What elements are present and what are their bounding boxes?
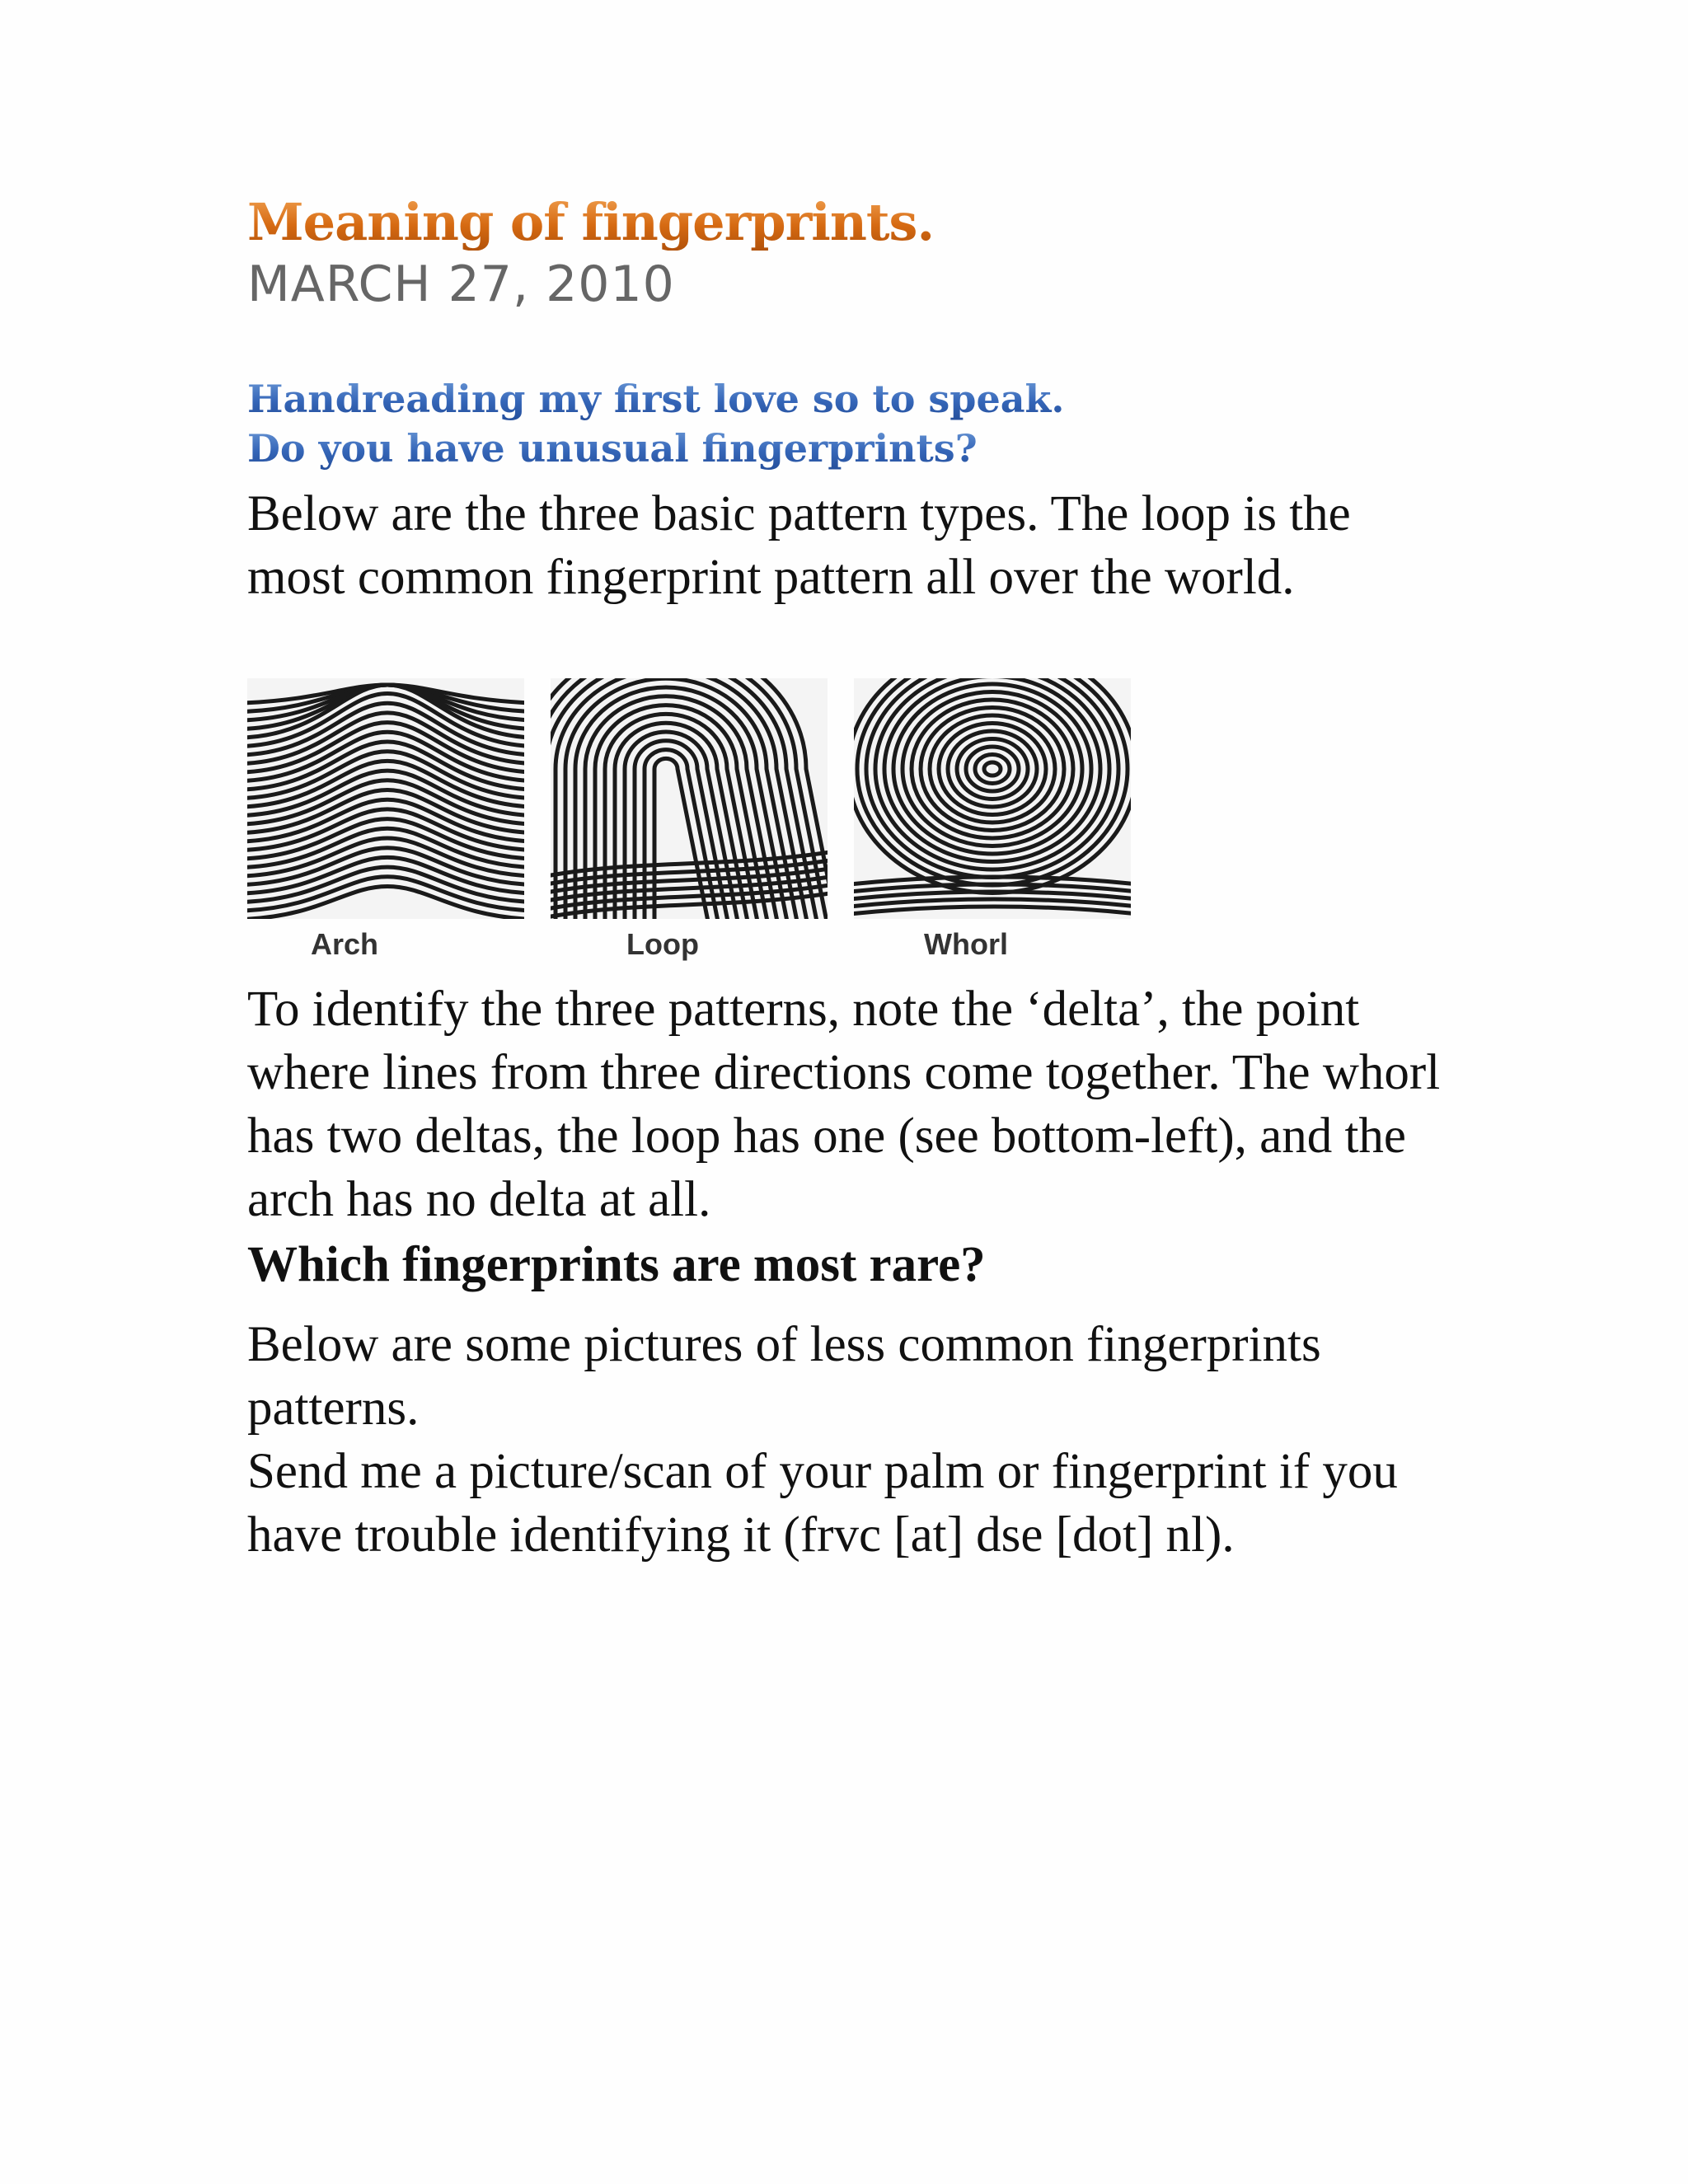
intro-paragraph: Below are the three basic pattern types. The loop is the most common fingerprint pattern all over the world.: [247, 486, 1351, 605]
rare-paragraph: Below are some pictures of less common fingerprints patterns.: [247, 1317, 1321, 1436]
post-date: MARCH 27, 2010: [247, 255, 675, 313]
arch-ridge: [247, 790, 524, 833]
rare-fingerprints-heading: Which fingerprints are most rare?: [247, 1237, 986, 1292]
subheading-unusual-fingerprints: Do you have unusual fingerprints?: [247, 426, 978, 471]
arch-fingerprint-image: [247, 678, 524, 919]
whorl-base-ridge: [854, 907, 1131, 914]
whorl-ridge: [912, 700, 1073, 838]
fingerprint-patterns-figure: [247, 678, 1131, 967]
whorl-pattern-graphic: [854, 678, 1131, 919]
loop-label: Loop: [626, 927, 699, 961]
post-title: Meaning of fingerprints.: [247, 192, 935, 252]
send-scan-paragraph: Send me a picture/scan of your palm or fingerprint if you have trouble identifying it (frvc [at] dse [dot] nl).: [247, 1444, 1398, 1563]
whorl-ridge: [921, 708, 1064, 831]
loop-pattern-graphic: [551, 678, 828, 919]
subheading-first-love: Handreading my first love so to speak.: [247, 377, 1065, 421]
arch-label: Arch: [310, 927, 379, 961]
arch-pattern-graphic: [247, 678, 524, 919]
whorl-label: Whorl: [924, 927, 1008, 961]
whorl-ridge: [984, 762, 1001, 776]
loop-fingerprint-image: [551, 678, 828, 919]
whorl-fingerprint-image: [854, 678, 1131, 919]
whorl-ridge: [948, 731, 1037, 807]
whorl-ridge: [975, 755, 1010, 784]
delta-paragraph: To identify the three patterns, note the ‘delta’, the point where lines from three directions come together. The whorl has two deltas, the loop has one (see bottom-left), and the arch has no delta at all.: [247, 982, 1441, 1227]
